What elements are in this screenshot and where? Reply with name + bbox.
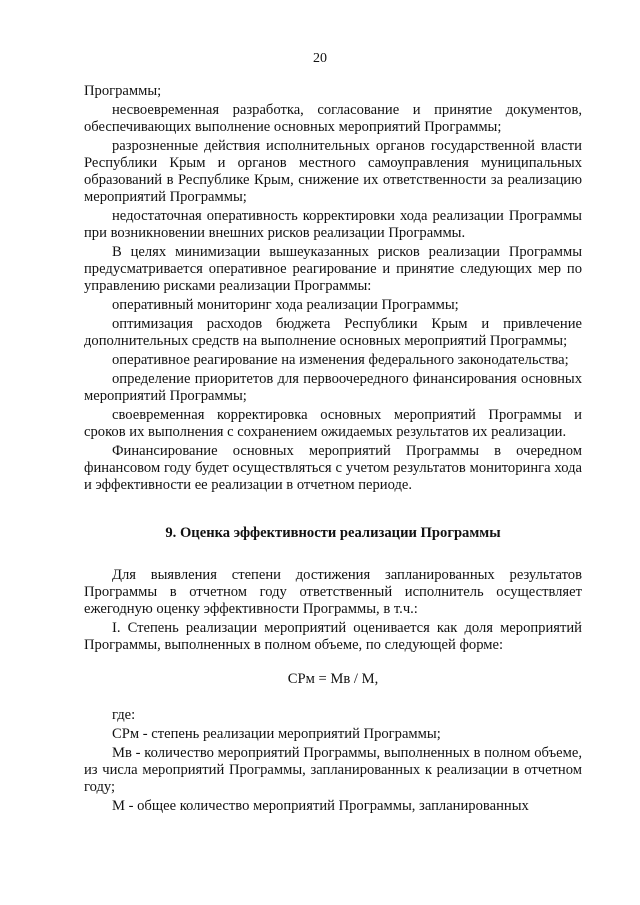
- paragraph: где:: [112, 707, 136, 723]
- paragraph: М - общее количество мероприятий Программы, запланированных: [112, 798, 529, 814]
- paragraph: Для выявления степени достижения запланированных результатов Программы в отчетном году ответственный исполнитель осуществляет ежегодную оценку эффективности Программы, в т.ч.:: [84, 567, 582, 617]
- paragraph: определение приоритетов для первоочередного финансирования основных мероприятий Программы;: [84, 371, 582, 404]
- evaluation-intro-text: [84, 567, 582, 656]
- paragraph: СРм - степень реализации мероприятий Программы;: [112, 726, 441, 742]
- paragraph: Финансирование основных мероприятий Программы в очередном финансовом году будет осуществляться с учетом результатов мониторинга хода и эффективности ее реализации в отчетном периоде.: [84, 443, 582, 493]
- paragraph: I. Степень реализации мероприятий оценивается как доля мероприятий Программы, выполненных в полном объеме, по следующей форме:: [84, 620, 582, 653]
- paragraph: оперативное реагирование на изменения федерального законодательства;: [112, 352, 569, 368]
- risk-management-text: [84, 83, 582, 496]
- paragraph: несвоевременная разработка, согласование и принятие документов, обеспечивающих выполнение основных мероприятий Программы;: [84, 102, 582, 135]
- page-number: 20: [313, 51, 327, 66]
- formula: СРм = Мв / М,: [287, 671, 379, 687]
- paragraph: Мв - количество мероприятий Программы, выполненных в полном объеме, из числа мероприятий Программы, запланированных к реализации в отчетном году;: [84, 745, 582, 795]
- paragraph: Программы;: [84, 83, 162, 99]
- formula-legend-text: [84, 707, 582, 817]
- section-heading: 9. Оценка эффективности реализации Программы: [165, 525, 501, 541]
- paragraph: недостаточная оперативность корректировки хода реализации Программы при возникновении внешних рисков реализации Программы.: [84, 208, 582, 241]
- paragraph: оперативный мониторинг хода реализации Программы;: [112, 297, 459, 313]
- paragraph: разрозненные действия исполнительных органов государственной власти Республики Крым и органов местного самоуправления муниципальных образований в Республике Крым, снижение их ответственности за реализацию мероприятий Программы;: [84, 138, 582, 205]
- paragraph: В целях минимизации вышеуказанных рисков реализации Программы предусматривается оперативное реагирование и принятие следующих мер по управлению рисками реализации Программы:: [84, 244, 582, 294]
- paragraph: оптимизация расходов бюджета Республики Крым и привлечение дополнительных средств на выполнение основных мероприятий Программы;: [84, 316, 582, 349]
- paragraph: своевременная корректировка основных мероприятий Программы и сроков их выполнения с сохранением ожидаемых результатов их реализации.: [84, 407, 582, 440]
